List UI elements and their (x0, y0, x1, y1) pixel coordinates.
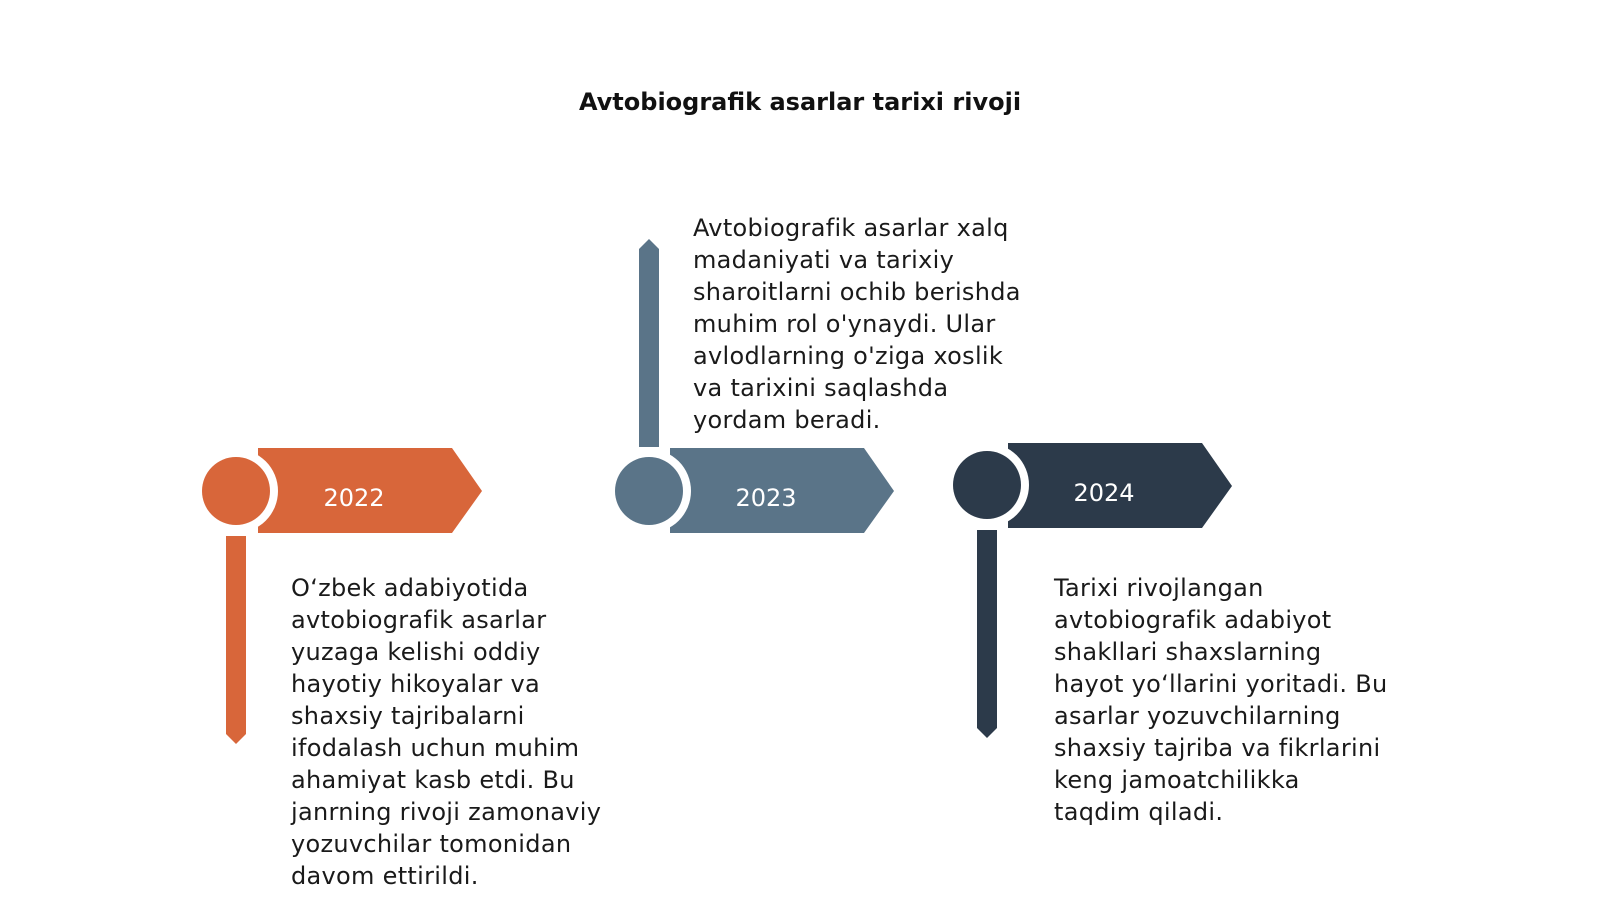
milestone-2024-stem (977, 530, 997, 728)
milestone-2023-description: Avtobiografik asarlar xalq madaniyati va tarixiy sharoitlarni ochib berishda muhim rol o'ynaydi. Ular avlodlarning o'ziga xoslik va tarixini saqlashda yordam beradi. (693, 214, 1021, 434)
milestone-2024-stem-tip (977, 728, 997, 738)
milestone-2022-description: O‘zbek adabiyotida avtobiografik asarlar yuzaga kelishi oddiy hayotiy hikoyalar va shaxsiy tajribalarni ifodalash uchun muhim ahamiyat kasb etdi. Bu janrning rivoji zamonaviy yozuvchilar tomonidan davom ettirildi. (291, 574, 602, 890)
milestone-2024-description: Tarixi rivojlangan avtobiografik adabiyot shakllari shaxslarning hayot yo‘llarini yoritadi. Bu asarlar yozuvchilarning shaxsiy tajriba va fikrlarini keng jamoatchilikka taqdim qiladi. (1054, 574, 1388, 826)
milestone-2023-stem-tip (639, 239, 659, 249)
milestone-2022-stem (226, 536, 246, 734)
milestone-2024-dot (953, 451, 1021, 519)
milestone-2024-year: 2024 (1073, 479, 1135, 507)
diagram-title: Avtobiografik asarlar tarixi rivoji (578, 88, 1022, 116)
milestone-2022-year: 2022 (323, 484, 385, 512)
milestone-2022-dot (202, 457, 270, 525)
milestone-2023-dot (615, 457, 683, 525)
milestone-2023-stem (639, 249, 659, 447)
milestone-2022-stem-tip (226, 734, 246, 744)
milestone-2023-year: 2023 (735, 484, 797, 512)
